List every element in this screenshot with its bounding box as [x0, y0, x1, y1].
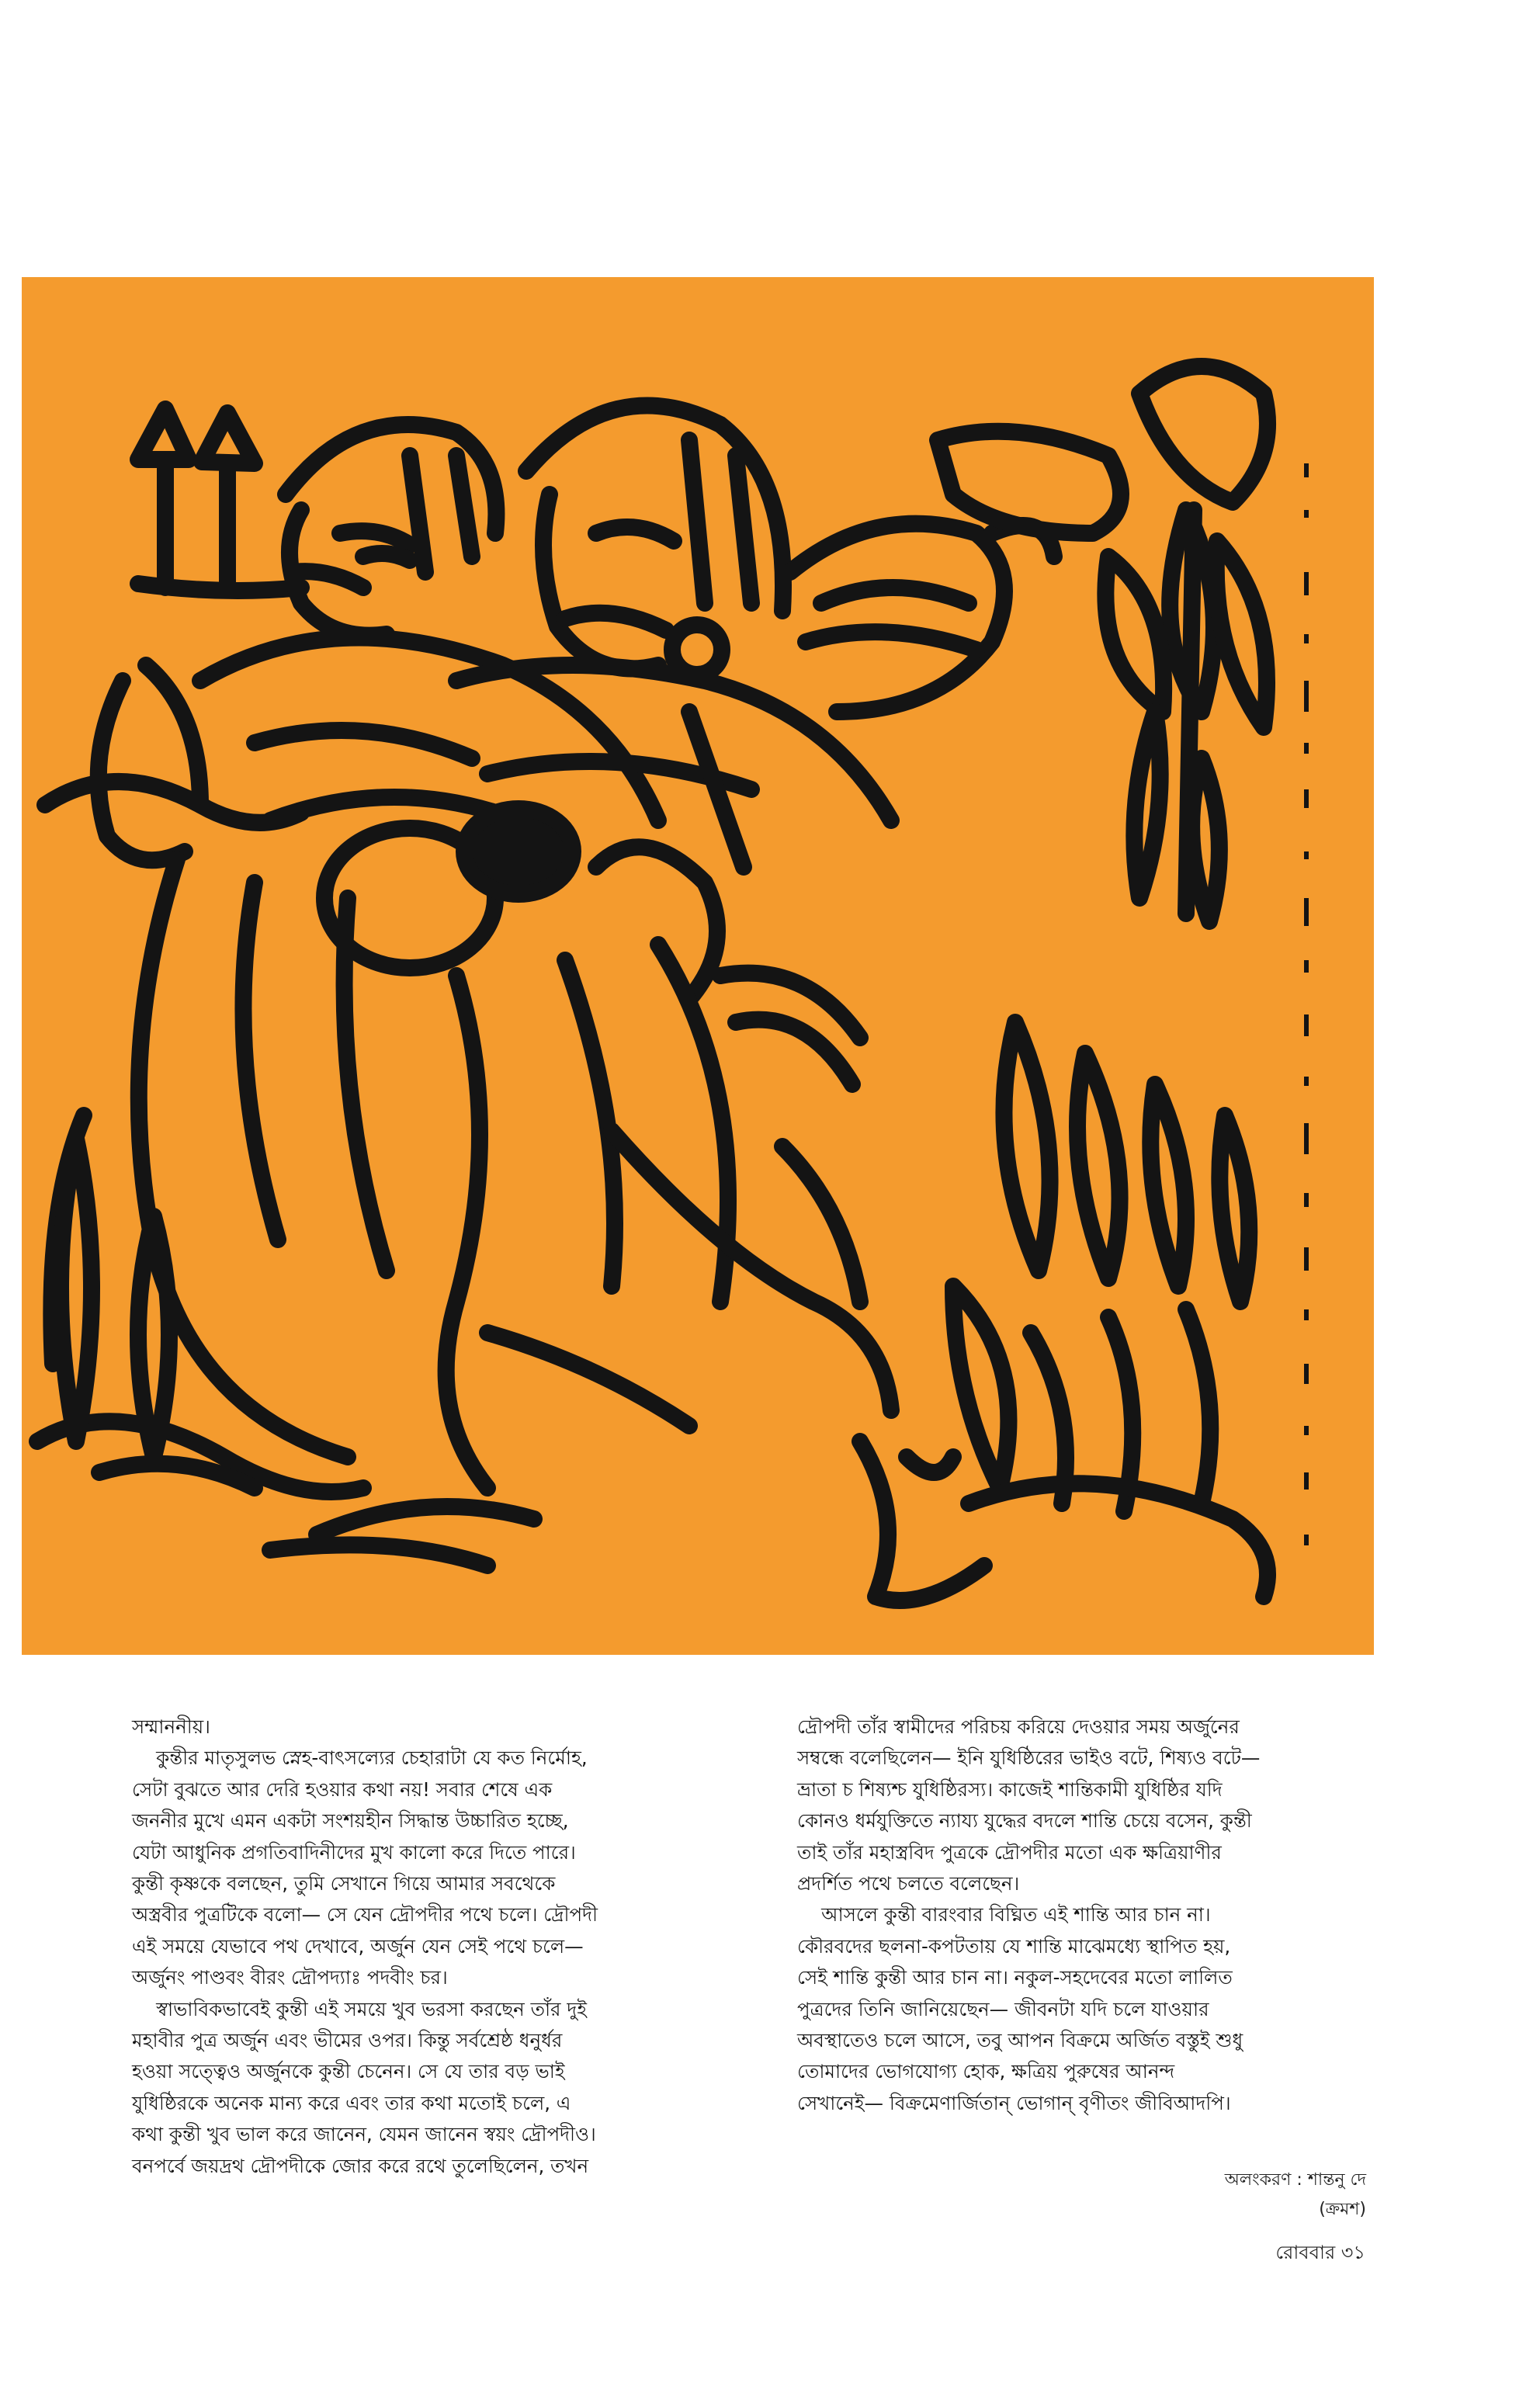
paragraph-line: যেটা আধুনিক প্রগতিবাদিনীদের মুখ কালো করে দিতে পারে। — [132, 1840, 576, 1864]
paragraph-line: পুত্রদের তিনি জানিয়েছেন— জীবনটা যদি চলে যাওয়ার — [797, 1997, 1209, 2020]
paragraph-line: অর্জুনং পাণ্ডবং বীরং দ্রৌপদ্যাঃ পদবীং চর। — [132, 1966, 448, 1989]
paragraph-line: স্বাভাবিকভাবেই কুন্তী এই সময়ে খুব ভরসা করছেন তাঁর দুই — [132, 1997, 587, 2020]
illustration-credit — [931, 2166, 1366, 2225]
paragraph-line: বনপর্বে জয়দ্রথ দ্রৌপদীকে জোর করে রথে তুলেছিলেন, তখন — [132, 2154, 589, 2177]
paragraph-line: তাই তাঁর মহাস্ত্রবিদ পুত্রকে দ্রৌপদীর মতো এক ক্ষত্রিয়াণীর — [797, 1840, 1222, 1864]
paragraph-line: মহাবীর পুত্র অর্জুন এবং ভীমের ওপর। কিন্তু সর্বশ্রেষ্ঠ ধনুর্ধর — [132, 2029, 563, 2052]
paragraph-line: হওয়া সত্ত্বেও অর্জুনকে কুন্তী চেনেন। সে যে তার বড় ভাই — [132, 2060, 565, 2083]
figures-illustration-icon — [22, 277, 1374, 1655]
paragraph-line: ভ্রাতা চ শিষ্যশ্চ যুধিষ্ঠিরস্য। কাজেই শান্তিকামী যুধিষ্ঠির যদি — [797, 1777, 1223, 1801]
paragraph-line: কুন্তী কৃষ্ণকে বলছেন, তুমি সেখানে গিয়ে আমার সবথেকে — [132, 1872, 556, 1895]
illustration-panel — [22, 277, 1374, 1655]
left-text-column — [132, 1712, 737, 2182]
paragraph-line: সম্মাননীয়। — [132, 1715, 210, 1738]
paragraph-line: তোমাদের ভোগযোগ্য হোক, ক্ষত্রিয় পুরুষের আনন্দ — [797, 2060, 1175, 2083]
paragraph-line: দ্রৌপদী তাঁর স্বামীদের পরিচয় করিয়ে দেওয়ার সময় অর্জুনের — [797, 1715, 1240, 1738]
paragraph-line: জননীর মুখে এমন একটা সংশয়হীন সিদ্ধান্ত উচ্চারিত হচ্ছে, — [132, 1809, 569, 1833]
paragraph-line: সম্বন্ধে বলেছিলেন— ইনি যুধিষ্ঠিরের ভাইও বটে, শিষ্যও বটে— — [797, 1746, 1261, 1770]
illustrator-credit: অলংকরণ : শান্তনু দে — [1224, 2170, 1366, 2190]
paragraph-line: প্রদর্শিত পথে চলতে বলেছেন। — [797, 1872, 1020, 1895]
paragraph-line: সেখানেই— বিক্রমেণার্জিতান্ ভোগান্ বৃণীতং জীবিআদপি। — [797, 2091, 1231, 2114]
paragraph-line: কৌরবদের ছলনা-কপটতায় যে শান্তি মাঝেমধ্যে স্থাপিত হয়, — [797, 1934, 1231, 1958]
right-text-column — [797, 1712, 1403, 2119]
paragraph-line: যুধিষ্ঠিরকে অনেক মান্য করে এবং তার কথা মতোই চলে, এ — [132, 2091, 571, 2114]
paragraph-line: সেটা বুঝতে আর দেরি হওয়ার কথা নয়! সবার শেষে এক — [132, 1777, 553, 1801]
paragraph-line: কুন্তীর মাতৃসুলভ স্নেহ-বাৎসল্যের চেহারাটা যে কত নির্মোহ, — [132, 1746, 588, 1770]
paragraph-line: অস্ত্রবীর পুত্রটিকে বলো— সে যেন দ্রৌপদীর পথে চলে। দ্রৌপদী — [132, 1903, 598, 1927]
paragraph-line: সেই শান্তি কুন্তী আর চান না। নকুল-সহদেবের মতো লালিত — [797, 1966, 1233, 1989]
paragraph-line: অবস্থাতেও চলে আসে, তবু আপন বিক্রমে অর্জিত বস্তুই শুধু — [797, 2029, 1243, 2052]
page-footer: রোববার ৩১ — [1275, 2242, 1365, 2263]
paragraph-line: কোনও ধর্মযুক্তিতে ন্যায্য যুদ্ধের বদলে শান্তি চেয়ে বসেন, কুন্তী — [797, 1809, 1252, 1833]
continued-note: (ক্রমশ) — [1319, 2200, 1366, 2219]
paragraph-line: কথা কুন্তী খুব ভাল করে জানেন, যেমন জানেন স্বয়ং দ্রৌপদীও। — [132, 2123, 596, 2146]
paragraph-line: আসলে কুন্তী বারংবার বিঘ্নিত এই শান্তি আর চান না। — [797, 1903, 1211, 1927]
paragraph-line: এই সময়ে যেভাবে পথ দেখাবে, অর্জুন যেন সেই পথে চলে— — [132, 1934, 584, 1958]
